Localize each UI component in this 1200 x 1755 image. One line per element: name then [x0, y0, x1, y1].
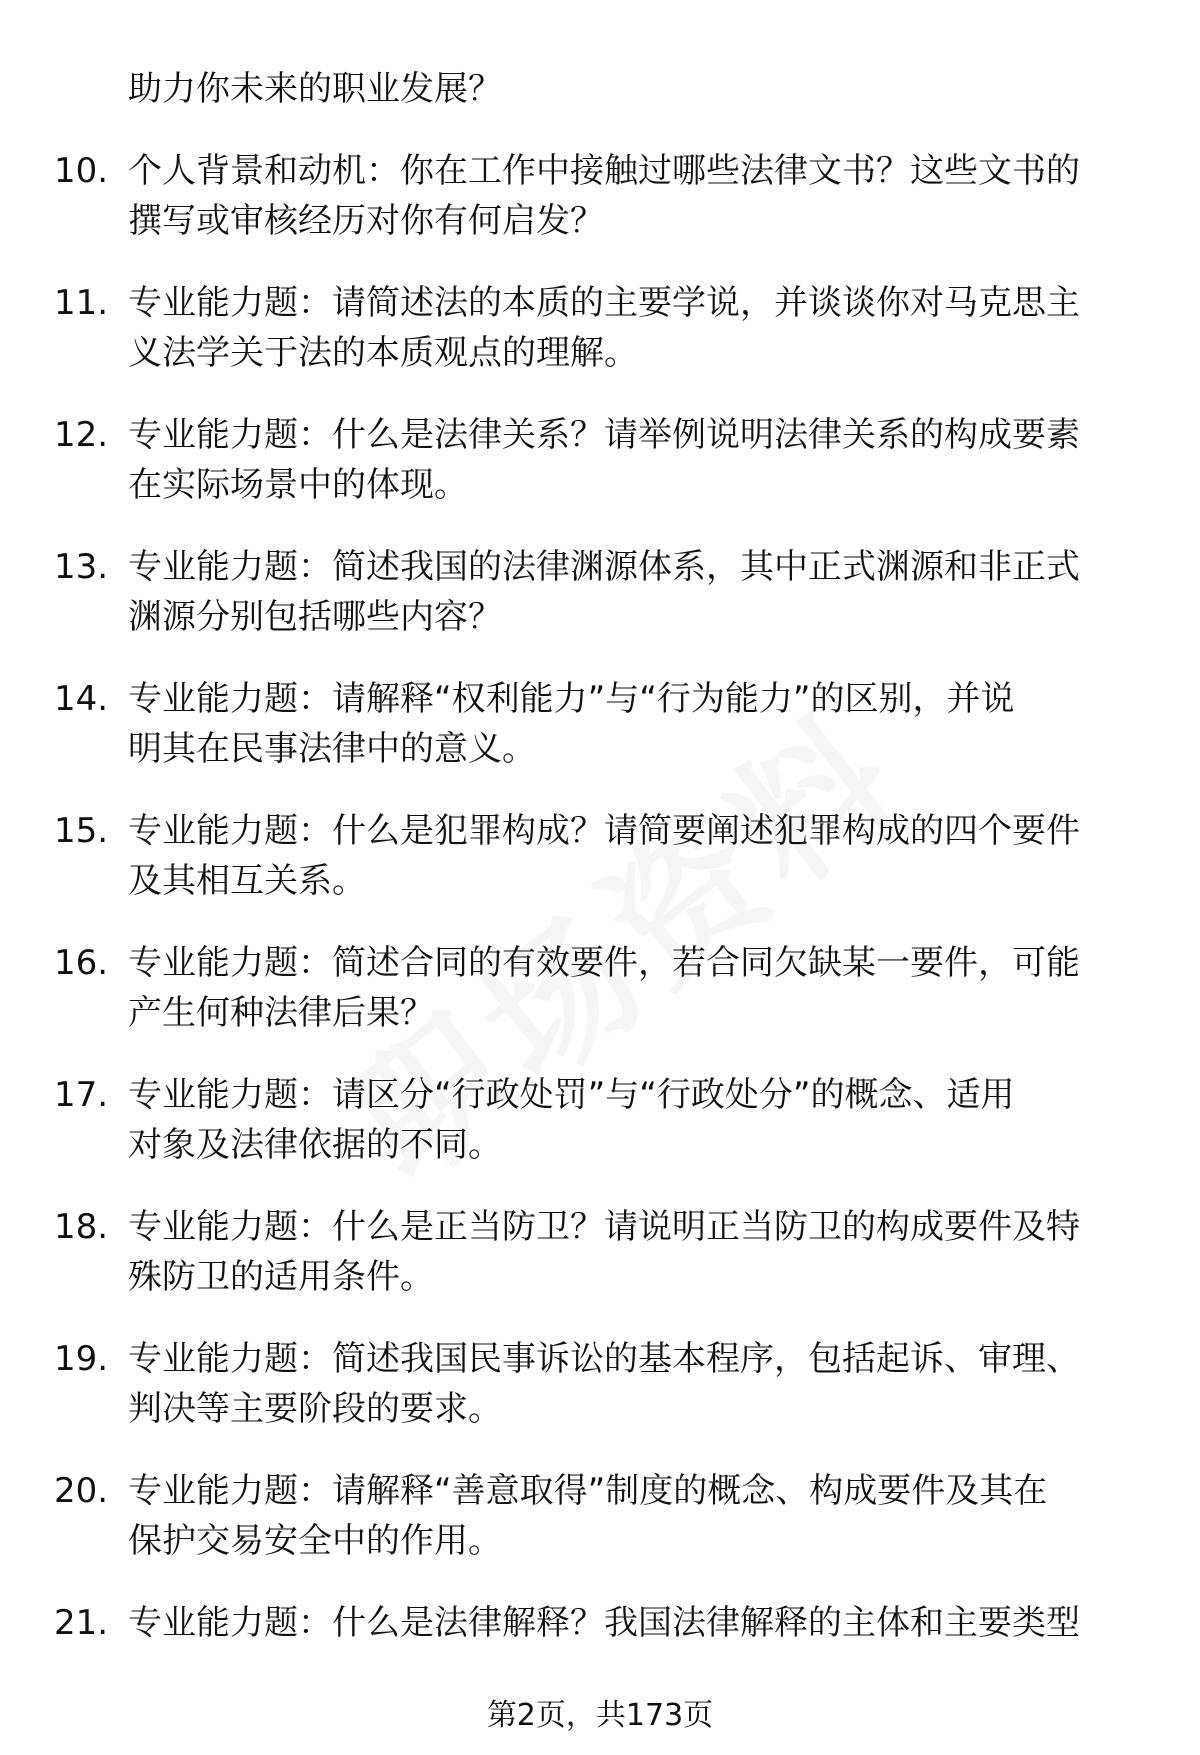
question-text: [128, 278, 1138, 378]
question-text-line: 及其相互关系。: [128, 861, 366, 901]
question-item: [0, 806, 1200, 938]
question-text-line: 专业能力题：什么是正当防卫？请说明正当防卫的构成要件及特: [128, 1207, 1080, 1247]
question-text-line: 渊源分别包括哪些内容？: [128, 597, 502, 637]
question-item: [0, 278, 1200, 410]
question-text-line: 专业能力题：什么是法律关系？请举例说明法律关系的构成要素: [128, 415, 1080, 455]
question-number: 19.: [54, 1339, 109, 1379]
question-text: [128, 1466, 1138, 1566]
question-text-line: 专业能力题：请解释“权利能力”与“行为能力”的区别，并说: [128, 679, 1015, 719]
question-number: 12.: [54, 415, 109, 455]
question-item: [0, 410, 1200, 542]
question-text-line: 义法学关于法的本质观点的理解。: [128, 333, 638, 373]
question-item: [0, 1202, 1200, 1334]
question-item: [0, 1466, 1200, 1598]
question-text: [128, 1070, 1138, 1170]
question-text: [128, 542, 1138, 642]
question-number: 21.: [54, 1603, 109, 1643]
question-number: 15.: [54, 811, 109, 851]
continuation-line: 助力你未来的职业发展？: [128, 69, 502, 109]
question-number: 20.: [54, 1471, 109, 1511]
question-text-line: 个人背景和动机：你在工作中接触过哪些法律文书？这些文书的: [128, 151, 1080, 191]
question-item: [0, 146, 1200, 278]
question-item: [0, 1334, 1200, 1466]
question-number: 11.: [54, 283, 109, 323]
question-item: [0, 1070, 1200, 1202]
question-number: 14.: [54, 679, 109, 719]
question-text-line: 殊防卫的适用条件。: [128, 1257, 434, 1297]
question-text: [128, 806, 1138, 906]
question-text: [128, 1334, 1138, 1434]
question-number: 18.: [54, 1207, 109, 1247]
question-item: [0, 674, 1200, 806]
question-text-line: 专业能力题：简述我国的法律渊源体系，其中正式渊源和非正式: [128, 547, 1080, 587]
question-text-line: 判决等主要阶段的要求。: [128, 1389, 502, 1429]
question-text-line: 在实际场景中的体现。: [128, 465, 468, 505]
question-number: 16.: [54, 943, 109, 983]
question-number: 13.: [54, 547, 109, 587]
question-text-line: 产生何种法律后果？: [128, 993, 434, 1033]
question-text-line: 专业能力题：什么是法律解释？我国法律解释的主体和主要类型: [128, 1603, 1080, 1643]
question-text-line: 专业能力题：简述我国民事诉讼的基本程序，包括起诉、审理、: [128, 1339, 1080, 1379]
question-text: [128, 410, 1138, 510]
page-footer: 第2页，共173页: [486, 1698, 714, 1733]
question-text-line: 对象及法律依据的不同。: [128, 1125, 502, 1165]
question-text-line: 专业能力题：什么是犯罪构成？请简要阐述犯罪构成的四个要件: [128, 811, 1080, 851]
question-text: [128, 146, 1138, 246]
question-number: 10.: [54, 151, 109, 191]
question-text: [128, 1598, 1138, 1648]
question-text-line: 撰写或审核经历对你有何启发？: [128, 201, 604, 241]
question-text-line: 专业能力题：请区分“行政处罚”与“行政处分”的概念、适用: [128, 1075, 1015, 1115]
question-text: [128, 938, 1138, 1038]
question-text-line: 明其在民事法律中的意义。: [128, 729, 536, 769]
question-text: [128, 1202, 1138, 1302]
question-text-line: 专业能力题：请解释“善意取得”制度的概念、构成要件及其在: [128, 1471, 1048, 1511]
question-list: [0, 146, 1200, 1730]
question-text-line: 保护交易安全中的作用。: [128, 1521, 502, 1561]
question-text-line: 专业能力题：简述合同的有效要件，若合同欠缺某一要件，可能: [128, 943, 1080, 983]
question-text-line: 专业能力题：请简述法的本质的主要学说，并谈谈你对马克思主: [128, 283, 1080, 323]
question-item: [0, 542, 1200, 674]
question-number: 17.: [54, 1075, 109, 1115]
question-text: [128, 674, 1138, 774]
question-item: [0, 938, 1200, 1070]
